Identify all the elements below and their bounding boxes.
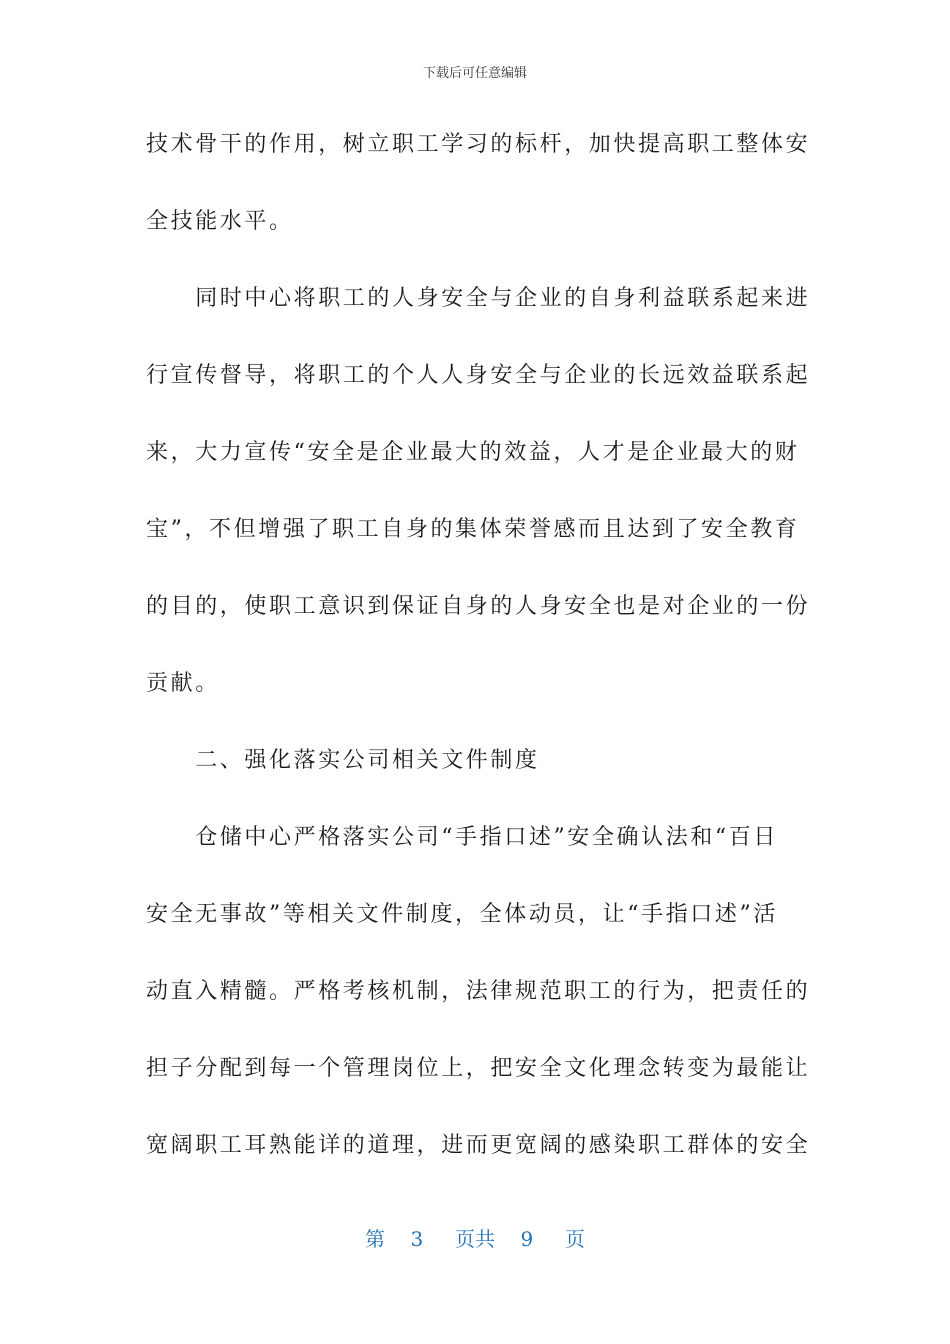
body-line: 同时中心将职工的人身安全与企业的自身利益联系起来进: [146, 286, 811, 311]
section-heading: 二、强化落实公司相关文件制度: [146, 748, 540, 773]
page-label-prefix: 第: [365, 1227, 386, 1251]
body-line: 宽阔职工耳熟能详的道理，进而更宽阔的感染职工群体的安全: [146, 1133, 811, 1158]
body-line: 技术骨干的作用，树立职工学习的标杆，加快提高职工整体安: [146, 132, 811, 157]
body-line: 的目的，使职工意识到保证自身的人身安全也是对企业的一份: [146, 594, 811, 619]
body-line: 仓储中心严格落实公司“手指口述”安全确认法和“百日: [146, 825, 778, 850]
page-label-middle: 页共: [455, 1227, 495, 1251]
page-footer: [0, 1224, 950, 1254]
current-page-number: 3: [410, 1227, 424, 1251]
body-line: 来，大力宣传“安全是企业最大的效益，人才是企业最大的财: [146, 440, 800, 465]
document-body: [146, 106, 811, 1184]
page-header: 下载后可任意编辑: [422, 66, 527, 81]
body-line: 贡献。: [146, 671, 220, 696]
body-line: 宝”，不但增强了职工自身的集体荣誉感而且达到了安全教育: [146, 517, 800, 542]
body-line: 行宣传督导，将职工的个人人身安全与企业的长远效益联系起: [146, 363, 811, 388]
total-pages-number: 9: [520, 1227, 534, 1251]
body-line: 担子分配到每一个管理岗位上，把安全文化理念转变为最能让: [146, 1056, 811, 1081]
page-label-suffix: 页: [564, 1227, 585, 1251]
body-line: 全技能水平。: [146, 209, 294, 234]
body-line: 动直入精髓。严格考核机制，法律规范职工的行为，把责任的: [146, 979, 811, 1004]
body-line: 安全无事故”等相关文件制度，全体动员，让“手指口述”活: [146, 902, 778, 927]
